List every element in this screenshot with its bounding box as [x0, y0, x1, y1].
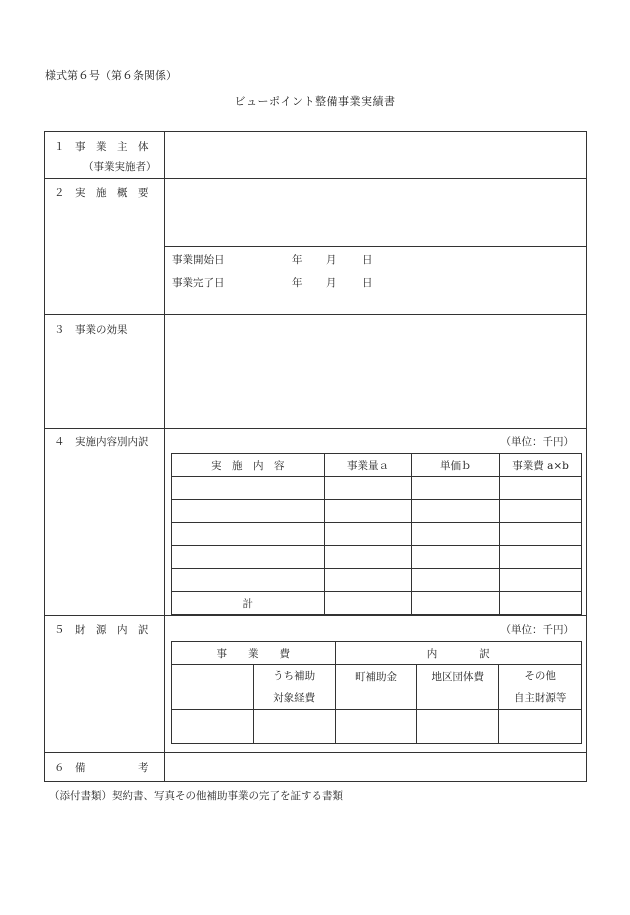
section4-label: ４ 実施内容別内訳 [54, 436, 149, 448]
total-row [172, 592, 582, 615]
table-row [172, 500, 582, 523]
total-label: 計 [172, 592, 325, 615]
start-month: 月 [326, 254, 337, 266]
divider-5 [45, 752, 586, 753]
document-title: ビューポイント整備事業実績書 [234, 95, 396, 108]
section2-label: ２ 実 施 概 要 [54, 187, 149, 199]
divider-4 [45, 615, 586, 616]
table-row [172, 546, 582, 569]
table-row [172, 477, 582, 500]
work-breakdown-table [171, 453, 582, 615]
header-subsidy-eligible: うち補助 対象経費 [253, 665, 335, 710]
divider-2 [45, 314, 586, 315]
header-project-cost: 事 業 費 [172, 642, 336, 665]
header-district-fee: 地区団体費 [417, 665, 499, 710]
funding-header-row [172, 642, 582, 665]
funding-value-row [172, 710, 582, 744]
start-year: 年 [292, 254, 303, 266]
header-town-subsidy: 町補助金 [335, 665, 417, 710]
table-header-row [172, 454, 582, 477]
header-quantity: 事業量ａ [324, 454, 412, 477]
section5-unit: （単位：千円） [500, 624, 574, 636]
header-unit-price: 単価ｂ [412, 454, 500, 477]
report-form [44, 131, 587, 782]
end-month: 月 [326, 277, 337, 289]
divider-2-sub [164, 246, 586, 247]
header-other-funds: その他 自主財源等 [499, 665, 582, 710]
end-year: 年 [292, 277, 303, 289]
table-row [172, 523, 582, 546]
section6-label: ６ 備 考 [54, 762, 149, 774]
attachments-note: （添付書類）契約書、写真その他補助事業の完了を証する書類 [49, 790, 343, 802]
start-date-label: 事業開始日 [172, 254, 225, 266]
section1-label: １ 事 業 主 体 [54, 141, 149, 153]
divider-1 [45, 178, 586, 179]
section1-sublabel: （事業実施者） [83, 161, 157, 173]
form-number: 様式第６号（第６条関係） [45, 69, 177, 82]
funding-table [171, 641, 582, 744]
funding-subheader-row [172, 665, 582, 710]
section3-label: ３ 事業の効果 [54, 324, 128, 336]
divider-3 [45, 428, 586, 429]
end-day: 日 [362, 277, 373, 289]
section4-unit: （単位：千円） [500, 436, 574, 448]
header-cost: 事業費 a×b [500, 454, 582, 477]
section5-label: ５ 財 源 内 訳 [54, 624, 149, 636]
label-column-divider [164, 132, 165, 781]
table-row [172, 569, 582, 592]
end-date-label: 事業完了日 [172, 277, 225, 289]
start-day: 日 [362, 254, 373, 266]
header-breakdown: 内 訳 [335, 642, 581, 665]
header-content: 実 施 内 容 [172, 454, 325, 477]
